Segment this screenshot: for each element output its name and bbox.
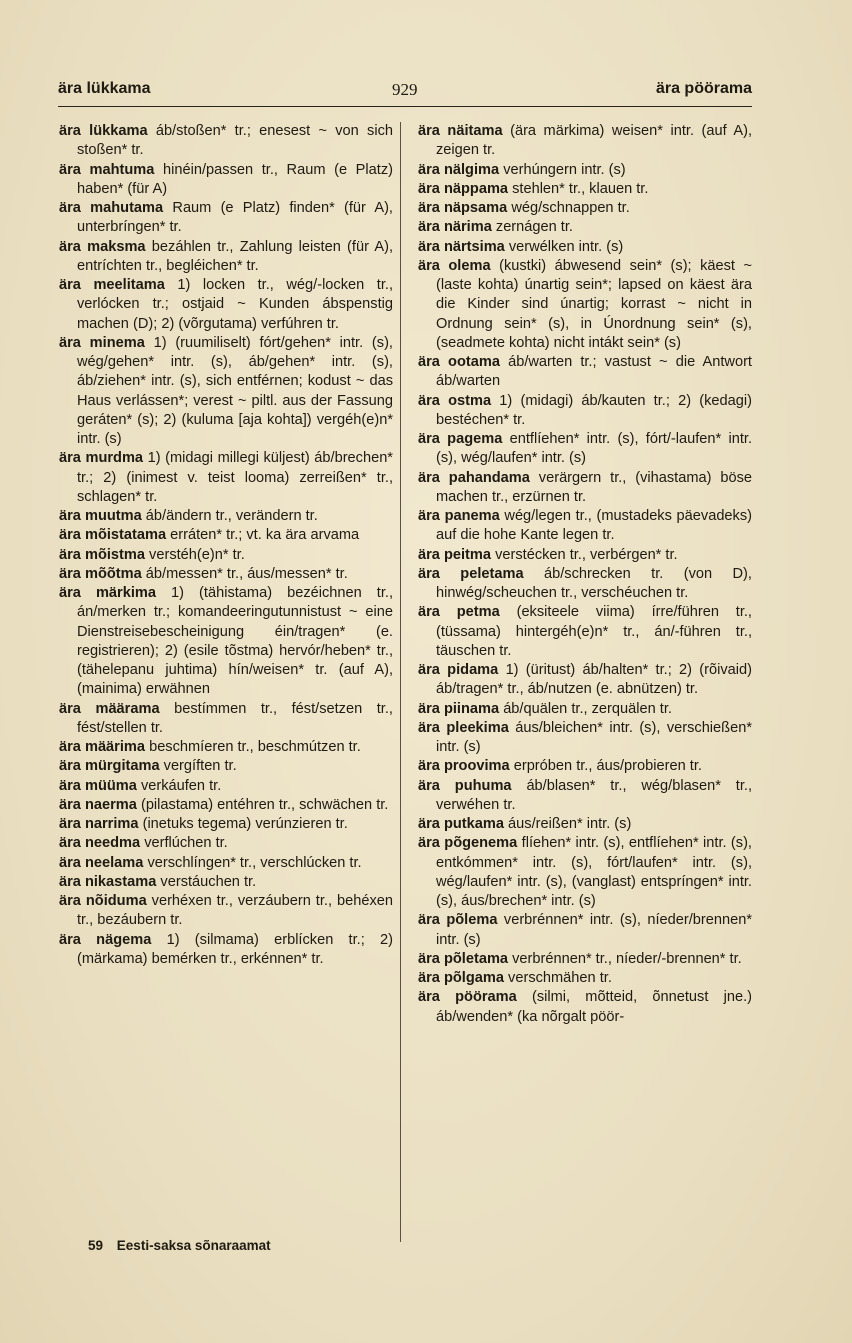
entry-definition: áb/ändern tr., verändern tr. bbox=[145, 508, 318, 524]
entry-definition: áus/bleichen* intr. (s), verschießen* intr. (s) bbox=[436, 719, 752, 755]
dictionary-entry bbox=[418, 353, 752, 392]
entry-definition: erpróben tr., áus/probieren tr. bbox=[513, 758, 702, 775]
dictionary-entry bbox=[418, 122, 752, 161]
entry-headword: ära mürgitama bbox=[59, 758, 160, 775]
dictionary-entry bbox=[418, 950, 752, 969]
dictionary-entry bbox=[59, 526, 393, 545]
entry-definition: bezáhlen tr., Zahlung leisten (für A), entríchten tr., begléichen* tr. bbox=[77, 238, 394, 274]
entry-headword: ära putkama bbox=[418, 816, 504, 832]
entry-headword: ära nägema bbox=[59, 931, 152, 948]
entry-definition: verhéxen tr., verzáubern tr., behéxen tr., bezáubern tr. bbox=[77, 893, 393, 929]
entry-definition: verhúngern intr. (s) bbox=[503, 161, 626, 178]
entry-headword: ära minema bbox=[59, 334, 145, 351]
entry-definition: verstéh(e)n* tr. bbox=[149, 546, 245, 563]
entry-definition: (pilastama) entéhren tr., schwächen tr. bbox=[140, 796, 389, 813]
entry-headword: ära märkima bbox=[59, 585, 156, 601]
dictionary-entry bbox=[418, 257, 752, 353]
dictionary-entry bbox=[418, 988, 752, 1027]
entry-definition: áus/reißen* intr. (s) bbox=[508, 816, 632, 832]
left-guide-word: ära lükkama bbox=[58, 80, 151, 97]
entry-definition: áb/schrecken tr. (von D), hinwég/scheuchen tr., verschéuchen tr. bbox=[436, 565, 752, 601]
right-guide-word: ära pöörama bbox=[655, 80, 752, 97]
entry-headword: ära näitama bbox=[418, 123, 503, 139]
dictionary-entry bbox=[59, 161, 393, 200]
dictionary-entry bbox=[418, 719, 752, 758]
dictionary-entry bbox=[59, 122, 393, 161]
dictionary-entry bbox=[59, 796, 393, 815]
entry-headword: ära mõistatama bbox=[59, 527, 167, 544]
entry-definition: 1) (midagi) áb/kauten tr.; 2) (kedagi) bestéchen* tr. bbox=[436, 392, 752, 428]
entry-definition: 1) (üritust) áb/halten* tr.; 2) (rõivaid) áb/tragen* tr., áb/nutzen (e. abnützen) tr. bbox=[436, 662, 752, 698]
entry-definition: erráten* tr.; vt. ka ära arvama bbox=[170, 527, 360, 544]
dictionary-entry bbox=[59, 757, 393, 776]
dictionary-entry bbox=[59, 276, 393, 334]
dictionary-entry bbox=[59, 815, 393, 834]
dictionary-entry bbox=[418, 603, 752, 661]
entry-headword: ära ostma bbox=[418, 392, 492, 409]
entry-definition: áb/messen* tr., áus/messen* tr. bbox=[145, 565, 348, 582]
entry-definition: 1) (tähistama) bezéichnen tr., án/merken tr.; komandeeringutunnistust ~ eine Dienstreisebescheinigung éin/tragen* (e. registrieren); 2) (esile tõstma) hervór/heben* tr., (tähelepanu juhtima) hín/weisen* tr. (auf A), (mainima) erwähnen bbox=[77, 585, 393, 698]
dictionary-entry bbox=[59, 854, 393, 873]
entry-definition: verwélken intr. (s) bbox=[508, 238, 624, 255]
dictionary-entry bbox=[418, 834, 752, 911]
entry-headword: ära närima bbox=[418, 219, 492, 236]
dictionary-entry bbox=[59, 507, 393, 526]
book-title: Eesti-saksa sõnaraamat bbox=[116, 1238, 271, 1253]
page-header bbox=[58, 80, 752, 102]
entry-headword: ära põlema bbox=[418, 912, 498, 929]
dictionary-entry bbox=[418, 469, 752, 508]
entry-definition: wég/legen tr., (mustadeks päevadeks) auf die hohe Kante legen tr. bbox=[436, 508, 753, 544]
entry-headword: ära määrima bbox=[59, 739, 146, 755]
dictionary-entry bbox=[418, 757, 752, 776]
entry-headword: ära murdma bbox=[59, 450, 144, 467]
left-column bbox=[59, 122, 393, 969]
entry-headword: ära proovima bbox=[418, 758, 510, 775]
entry-headword: ära põlgama bbox=[418, 970, 504, 986]
entry-definition: stehlen* tr., klauen tr. bbox=[512, 180, 649, 197]
dictionary-entry bbox=[418, 161, 752, 180]
dictionary-entry bbox=[59, 546, 393, 565]
dictionary-entry bbox=[59, 238, 393, 277]
entry-headword: ära puhuma bbox=[418, 777, 512, 794]
entry-definition: Raum (e Platz) finden* (für A), unterbríngen* tr. bbox=[77, 200, 393, 236]
dictionary-entry bbox=[418, 700, 752, 719]
right-column bbox=[418, 122, 752, 1027]
dictionary-entry bbox=[59, 449, 393, 507]
entry-definition: áb/stoßen* tr.; enesest ~ von sich stoßen* tr. bbox=[77, 123, 393, 159]
entry-definition: beschmíeren tr., beschmútzen tr. bbox=[149, 739, 361, 755]
entry-definition: verflúchen tr. bbox=[144, 835, 228, 852]
entry-definition: verstáuchen tr. bbox=[160, 873, 257, 890]
entry-definition: verschmähen tr. bbox=[508, 970, 612, 986]
entry-definition: (silmi, mõtteid, õnnetust jne.) áb/wenden* (ka nõrgalt pöör- bbox=[436, 989, 752, 1025]
dictionary-entry bbox=[418, 815, 752, 834]
entry-headword: ära närtsima bbox=[418, 238, 505, 255]
dictionary-entry bbox=[59, 199, 393, 238]
entry-headword: ära narrima bbox=[59, 816, 139, 832]
entry-headword: ära müüma bbox=[59, 777, 137, 794]
entry-definition: verbrénnen* tr., níeder/-brennen* tr. bbox=[512, 950, 742, 967]
entry-headword: ära mahtuma bbox=[59, 161, 155, 178]
dictionary-entry bbox=[418, 777, 752, 816]
dictionary-entry bbox=[418, 546, 752, 565]
entry-definition: hinéin/passen tr., Raum (e Platz) haben* (für A) bbox=[77, 161, 393, 197]
dictionary-entry bbox=[59, 334, 393, 450]
entry-headword: ära meelitama bbox=[59, 277, 165, 293]
entry-definition: flíehen* intr. (s), entflíehen* intr. (s), entkómmen* intr. (s), fórt/laufen* intr. (s), wég/laufen* intr. (s), (vanglast) entspríngen* intr. (s), áus/brechen* intr. (s) bbox=[436, 835, 752, 909]
entry-definition: verschlíngen* tr., verschlúcken tr. bbox=[147, 854, 362, 871]
entry-headword: ära nälgima bbox=[418, 161, 500, 178]
entry-headword: ära mõistma bbox=[59, 546, 145, 563]
entry-headword: ära piinama bbox=[418, 700, 500, 717]
entry-headword: ära mahutama bbox=[59, 200, 164, 216]
entry-headword: ära ootama bbox=[418, 354, 500, 370]
entry-headword: ära nõiduma bbox=[59, 893, 147, 909]
entry-headword: ära naerma bbox=[59, 796, 137, 813]
dictionary-entry bbox=[418, 180, 752, 199]
entry-headword: ära petma bbox=[418, 604, 500, 621]
entry-definition: wég/schnappen tr. bbox=[511, 200, 630, 216]
entry-headword: ära neelama bbox=[59, 854, 144, 871]
dictionary-entry bbox=[59, 565, 393, 584]
entry-headword: ära pidama bbox=[418, 662, 499, 678]
entry-definition: áb/warten tr.; vastust ~ die Antwort áb/warten bbox=[436, 354, 752, 390]
entry-headword: ära panema bbox=[418, 508, 500, 524]
header-rule bbox=[58, 106, 752, 107]
entry-definition: (eksiteele viima) írre/führen tr., (tüssama) hintergéh(e)n* tr., án/-führen tr., täuschen tr. bbox=[436, 604, 752, 659]
dictionary-entry bbox=[418, 661, 752, 700]
entry-headword: ära näppama bbox=[418, 180, 509, 197]
entry-definition: (ära märkima) weisen* intr. (auf A), zeigen tr. bbox=[436, 123, 752, 159]
entry-headword: ära peitma bbox=[418, 546, 492, 563]
entry-headword: ära needma bbox=[59, 835, 141, 852]
entry-definition: bestímmen tr., fést/setzen tr., fést/stellen tr. bbox=[77, 700, 393, 736]
entry-definition: (kustki) ábwesend sein* (s); käest ~ (laste kohta) únartig sein*; lapsed on käest ära die Kinder sind únartig; korrast ~ nicht in Ordnung sein* (s), in Únordnung sein* (s), (seadmete kohta) nicht intákt sein* (s) bbox=[436, 257, 752, 351]
entry-headword: ära põgenema bbox=[418, 835, 518, 852]
entry-definition: (inetuks tegema) verúnzieren tr. bbox=[142, 816, 348, 832]
entry-definition: verstécken tr., verbérgen* tr. bbox=[495, 546, 678, 563]
entry-definition: entflíehen* intr. (s), fórt/-laufen* intr. (s), wég/laufen* intr. (s) bbox=[436, 431, 753, 467]
dictionary-entry bbox=[59, 892, 393, 931]
entry-headword: ära näpsama bbox=[418, 200, 508, 216]
entry-definition: 1) locken tr., wég/-locken tr., verlócken tr.; ostjaid ~ Kunden ábspenstig machen (D); 2) (võrgutama) verfúhren tr. bbox=[77, 277, 394, 332]
dictionary-entry bbox=[59, 931, 393, 970]
entry-definition: 1) (silmama) erblícken tr.; 2) (märkama) bemérken tr., erkénnen* tr. bbox=[77, 931, 394, 967]
entry-headword: ära nikastama bbox=[59, 873, 157, 890]
entry-definition: áb/quälen tr., zerquälen tr. bbox=[503, 700, 672, 717]
entry-headword: ära olema bbox=[418, 257, 491, 274]
signature-number: 59 bbox=[88, 1238, 104, 1253]
dictionary-entry bbox=[418, 238, 752, 257]
entry-headword: ära peletama bbox=[418, 565, 524, 582]
dictionary-entry bbox=[418, 507, 752, 546]
entry-headword: ära muutma bbox=[59, 508, 142, 524]
entry-headword: ära maksma bbox=[59, 238, 146, 255]
dictionary-entry bbox=[59, 584, 393, 700]
entry-headword: ära pagema bbox=[418, 431, 503, 447]
entry-definition: verärgern tr., (vihastama) böse machen tr., erzürnen tr. bbox=[436, 469, 752, 505]
page-number: 929 bbox=[392, 80, 418, 99]
entry-headword: ära lükkama bbox=[59, 123, 148, 139]
entry-headword: ära pöörama bbox=[418, 989, 517, 1006]
dictionary-entry bbox=[59, 777, 393, 796]
dictionary-entry bbox=[59, 873, 393, 892]
entry-headword: ära mõõtma bbox=[59, 565, 142, 582]
column-divider bbox=[400, 122, 401, 1242]
dictionary-entry bbox=[59, 738, 393, 757]
entry-definition: áb/blasen* tr., wég/blasen* tr., verwéhen tr. bbox=[436, 777, 752, 813]
entry-definition: 1) (midagi millegi küljest) áb/brechen* tr.; 2) (inimest v. teist looma) zerreißen* tr., schlagen* tr. bbox=[77, 450, 393, 505]
page-footer bbox=[88, 1238, 271, 1253]
dictionary-entry bbox=[418, 199, 752, 218]
entry-headword: ära pahandama bbox=[418, 469, 530, 486]
entry-definition: zernágen tr. bbox=[495, 219, 573, 236]
dictionary-entry bbox=[59, 700, 393, 739]
dictionary-entry bbox=[418, 565, 752, 604]
entry-headword: ära pleekima bbox=[418, 719, 509, 736]
entry-headword: ära määrama bbox=[59, 700, 160, 717]
entry-headword: ära põletama bbox=[418, 950, 509, 967]
entry-definition: verbrénnen* intr. (s), níeder/brennen* intr. (s) bbox=[436, 912, 752, 948]
dictionary-entry bbox=[59, 834, 393, 853]
dictionary-entry bbox=[418, 969, 752, 988]
entry-definition: vergíften tr. bbox=[163, 758, 237, 775]
dictionary-entry bbox=[418, 218, 752, 237]
entry-definition: verkáufen tr. bbox=[140, 777, 222, 794]
dictionary-entry bbox=[418, 392, 752, 431]
dictionary-entry bbox=[418, 911, 752, 950]
entry-definition: 1) (ruumiliselt) fórt/gehen* intr. (s), wég/gehen* intr. (s), áb/gehen* intr. (s), áb/ziehen* intr. (s), sich entférnen; kodust ~ das Haus verlássen*; verest ~ piltl. aus der Fassung geráten* (s); 2) (kuluma [aja kohta]) vergéh(e)n* intr. (s) bbox=[77, 334, 393, 447]
dictionary-entry bbox=[418, 430, 752, 469]
